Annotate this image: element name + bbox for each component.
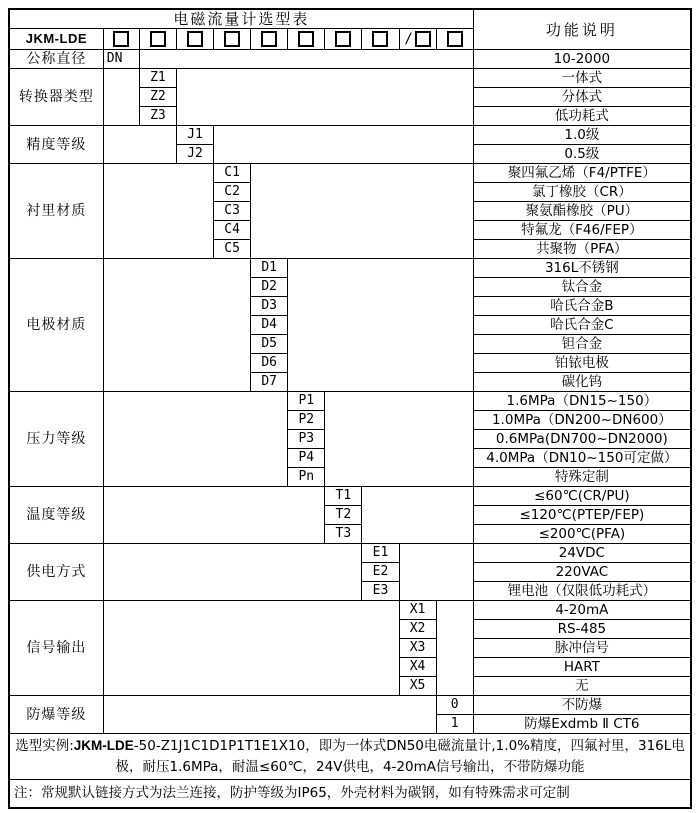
- desc-cell: 一体式: [473, 69, 691, 88]
- desc-cell: 低功耗式: [473, 107, 691, 126]
- desc-cell: 氯丁橡胶（CR）: [473, 183, 691, 202]
- model-code-cell: JKM-LDE: [9, 29, 103, 50]
- code-cell: C4: [214, 221, 251, 240]
- blank-cell: [103, 126, 176, 164]
- checkbox-cell: [214, 29, 251, 50]
- code-cell: X5: [399, 677, 436, 696]
- checkbox-cell-slash: [399, 29, 436, 50]
- blank-cell: [399, 544, 473, 601]
- checkbox-icon: [335, 31, 351, 47]
- blank-cell: [103, 259, 250, 392]
- blank-cell: [362, 487, 473, 544]
- code-cell: P2: [288, 411, 325, 430]
- desc-cell: 0.6MPa(DN700~DN2000): [473, 430, 691, 449]
- desc-cell: 1.6MPa（DN15~150）: [473, 392, 691, 411]
- checkbox-icon: [150, 31, 166, 47]
- desc-cell: 脉冲信号: [473, 639, 691, 658]
- checkbox-icon: [224, 31, 240, 47]
- desc-cell: 1.0级: [473, 126, 691, 145]
- desc-cell: 防爆Exdmb Ⅱ CT6: [473, 715, 691, 734]
- desc-cell: 锂电池（仅限低功耗式）: [473, 582, 691, 601]
- code-cell: P3: [288, 430, 325, 449]
- desc-cell: 钽合金: [473, 335, 691, 354]
- code-cell: D3: [251, 297, 288, 316]
- blank-cell: [325, 392, 473, 487]
- note-row: 注：常规默认链接方式为法兰连接，防护等级为IP65，外壳材料为碳钢，如有特殊需求可定制: [9, 780, 691, 808]
- code-cell: J2: [176, 145, 213, 164]
- code-cell: P4: [288, 449, 325, 468]
- desc-cell: 铂铱电极: [473, 354, 691, 373]
- checkbox-icon: [447, 31, 463, 47]
- desc-cell: 特氟龙（F46/FEP）: [473, 221, 691, 240]
- code-cell: D6: [251, 354, 288, 373]
- category-nominal-diameter: 公称直径: [9, 50, 103, 69]
- code-cell: E1: [362, 544, 399, 563]
- category-power-supply: 供电方式: [9, 544, 103, 601]
- desc-cell: 碳化钨: [473, 373, 691, 392]
- code-cell: T3: [325, 525, 362, 544]
- code-cell: Pn: [288, 468, 325, 487]
- desc-cell: 钛合金: [473, 278, 691, 297]
- checkbox-icon: [298, 31, 314, 47]
- checkbox-cell: [139, 29, 176, 50]
- blank-cell: [176, 69, 473, 126]
- checkbox-cell: [436, 29, 473, 50]
- slash-separator: /: [404, 31, 413, 47]
- code-cell: DN: [103, 50, 139, 69]
- checkbox-cell: [251, 29, 288, 50]
- category-accuracy-class: 精度等级: [9, 126, 103, 164]
- blank-cell: [139, 50, 473, 69]
- category-temperature-rating: 温度等级: [9, 487, 103, 544]
- blank-cell: [103, 164, 213, 259]
- desc-cell: 0.5级: [473, 145, 691, 164]
- blank-cell: [436, 601, 473, 696]
- desc-cell: HART: [473, 658, 691, 677]
- checkbox-cell: [325, 29, 362, 50]
- blank-cell: [103, 392, 287, 487]
- checkbox-cell: [103, 29, 139, 50]
- code-cell: E3: [362, 582, 399, 601]
- desc-cell: 聚氨酯橡胶（PU）: [473, 202, 691, 221]
- selection-table: [8, 8, 692, 809]
- desc-cell: 哈氏合金B: [473, 297, 691, 316]
- checkbox-icon: [113, 31, 129, 47]
- category-explosion-proof: 防爆等级: [9, 696, 103, 734]
- blank-cell: [103, 69, 139, 126]
- checkbox-cell: [362, 29, 399, 50]
- category-signal-output: 信号输出: [9, 601, 103, 696]
- example-model-code: JKM-LDE: [73, 738, 134, 753]
- code-cell: D7: [251, 373, 288, 392]
- desc-cell: 24VDC: [473, 544, 691, 563]
- desc-cell: 共聚物（PFA）: [473, 240, 691, 259]
- checkbox-icon: [415, 31, 431, 47]
- desc-cell: 分体式: [473, 88, 691, 107]
- table-title: 电磁流量计选型表: [9, 9, 473, 29]
- desc-cell: ≤120℃(PTEP/FEP): [473, 506, 691, 525]
- function-description-header: 功能说明: [473, 9, 691, 50]
- desc-cell: RS-485: [473, 620, 691, 639]
- checkbox-cell: [288, 29, 325, 50]
- example-prefix: 选型实例:: [15, 738, 74, 754]
- desc-cell: 1.0MPa（DN200~DN600）: [473, 411, 691, 430]
- blank-cell: [103, 696, 436, 734]
- blank-cell: [288, 259, 473, 392]
- code-cell: D1: [251, 259, 288, 278]
- code-cell: D4: [251, 316, 288, 335]
- example-row: [9, 734, 691, 780]
- code-cell: P1: [288, 392, 325, 411]
- category-pressure-rating: 压力等级: [9, 392, 103, 487]
- code-cell: D5: [251, 335, 288, 354]
- code-cell: X4: [399, 658, 436, 677]
- checkbox-icon: [372, 31, 388, 47]
- blank-cell: [103, 544, 362, 601]
- desc-cell: 特殊定制: [473, 468, 691, 487]
- desc-cell: 4-20mA: [473, 601, 691, 620]
- code-cell: Z1: [139, 69, 176, 88]
- code-cell: Z2: [139, 88, 176, 107]
- code-cell: T2: [325, 506, 362, 525]
- category-electrode-material: 电极材质: [9, 259, 103, 392]
- code-cell: 1: [436, 715, 473, 734]
- category-converter-type: 转换器类型: [9, 69, 103, 126]
- checkbox-cell: [176, 29, 213, 50]
- code-cell: E2: [362, 563, 399, 582]
- code-cell: C2: [214, 183, 251, 202]
- code-cell: C3: [214, 202, 251, 221]
- code-cell: 0: [436, 696, 473, 715]
- desc-cell: 不防爆: [473, 696, 691, 715]
- code-cell: X2: [399, 620, 436, 639]
- code-cell: C1: [214, 164, 251, 183]
- example-text: -50-Z1J1C1D1P1T1E1X10，即为一体式DN50电磁流量计,1.0%精度，四氟衬里，316L电极，耐压1.6MPa，耐温≤60℃，24V供电，4-20mA信号输出，不带防爆功能: [115, 738, 685, 775]
- code-cell: D2: [251, 278, 288, 297]
- blank-cell: [103, 487, 325, 544]
- desc-cell: 220VAC: [473, 563, 691, 582]
- desc-cell: 4.0MPa（DN10~150可定做）: [473, 449, 691, 468]
- blank-cell: [103, 601, 399, 696]
- checkbox-icon: [187, 31, 203, 47]
- desc-cell: ≤200℃(PFA): [473, 525, 691, 544]
- desc-cell: 哈氏合金C: [473, 316, 691, 335]
- desc-cell: 316L不锈钢: [473, 259, 691, 278]
- blank-cell: [251, 164, 474, 259]
- category-lining-material: 衬里材质: [9, 164, 103, 259]
- desc-cell: 聚四氟乙烯（F4/PTFE）: [473, 164, 691, 183]
- desc-cell: 10-2000: [473, 50, 691, 69]
- code-cell: X1: [399, 601, 436, 620]
- code-cell: X3: [399, 639, 436, 658]
- code-cell: C5: [214, 240, 251, 259]
- checkbox-icon: [261, 31, 277, 47]
- desc-cell: ≤60℃(CR/PU): [473, 487, 691, 506]
- blank-cell: [214, 126, 474, 164]
- code-cell: J1: [176, 126, 213, 145]
- code-cell: Z3: [139, 107, 176, 126]
- code-cell: T1: [325, 487, 362, 506]
- desc-cell: 无: [473, 677, 691, 696]
